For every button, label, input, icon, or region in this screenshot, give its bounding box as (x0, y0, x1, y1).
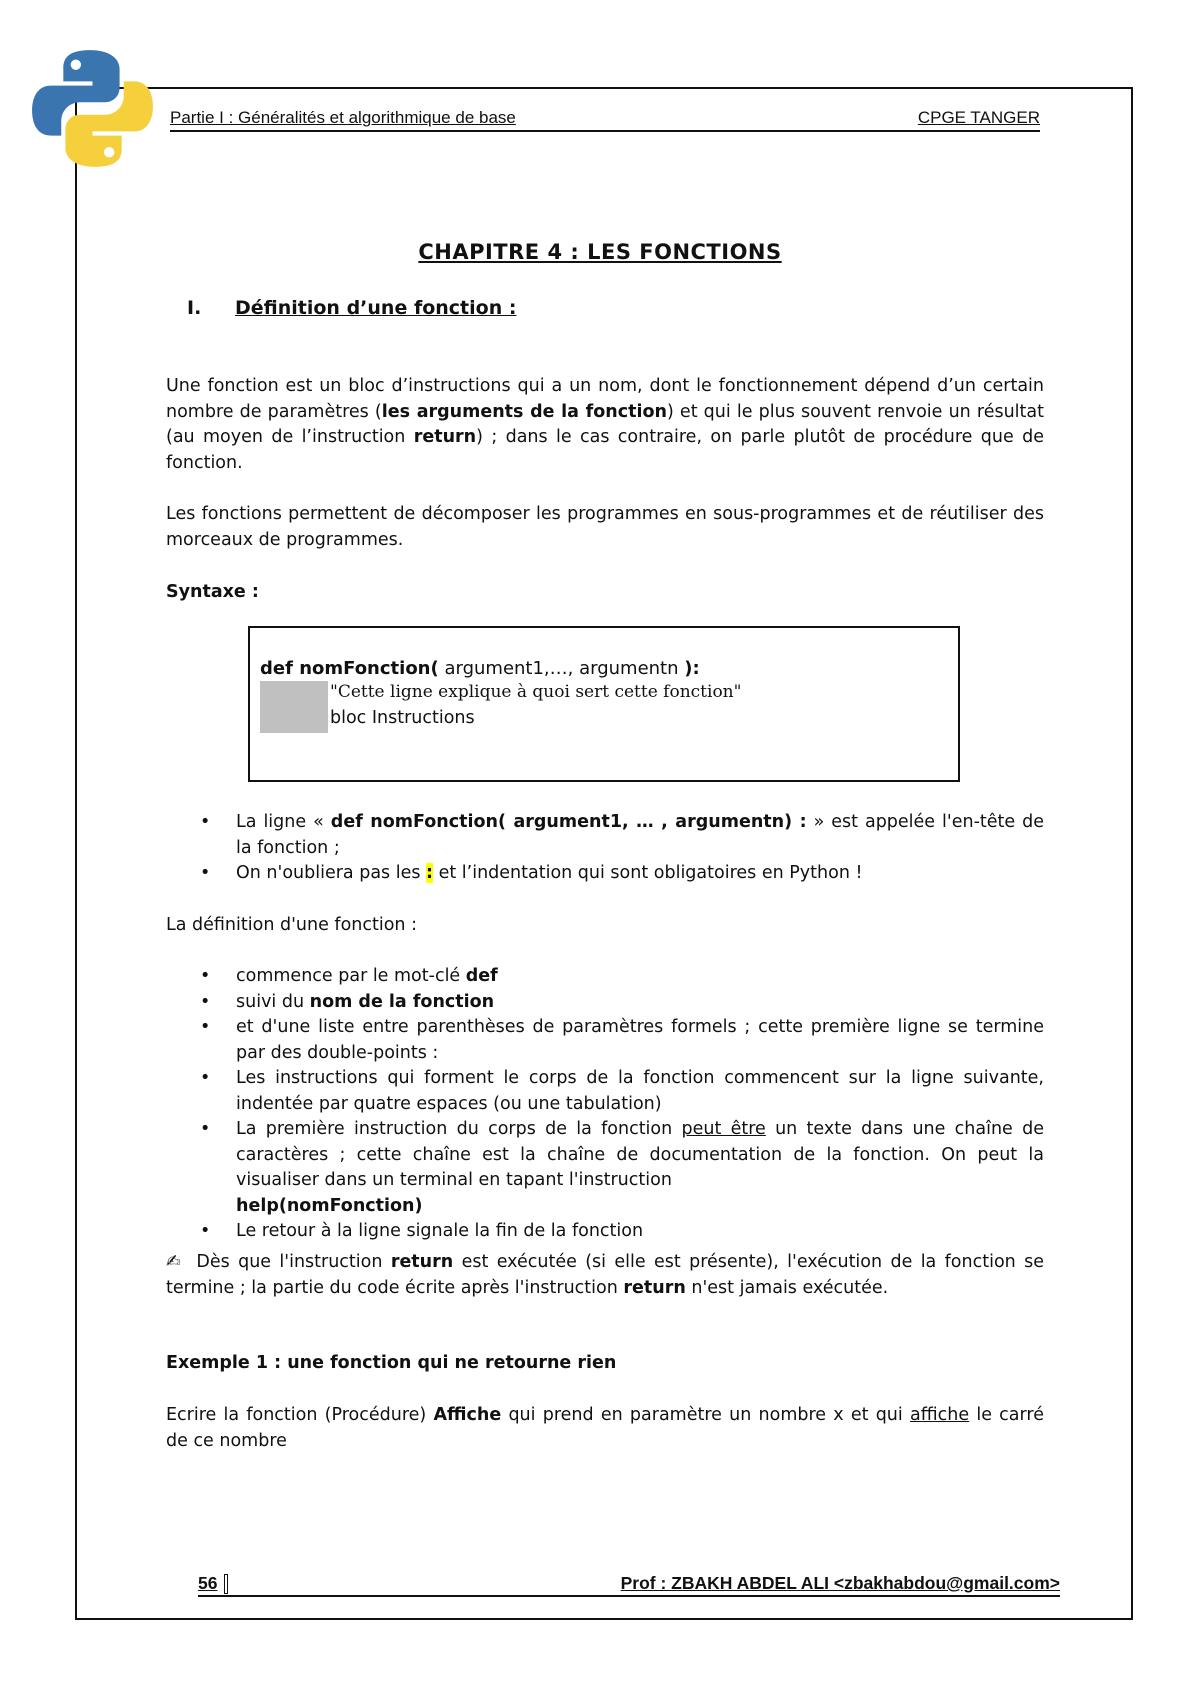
return-note: ✍ Dès que l'instruction return est exécutée (si elle est présente), l'exécution de la fonction se termine ; la partie du code écrite après l'instruction return n'est jamais exécutée. (166, 1252, 1044, 1298)
example-title: Exemple 1 : une fonction qui ne retourne rien (166, 1353, 617, 1373)
section-number: I. (187, 297, 202, 319)
syntax-def-keyword: def nomFonction( (260, 658, 439, 679)
writing-hand-icon: ✍ (166, 1252, 181, 1272)
section-heading (187, 297, 516, 319)
syntax-docstring: "Cette ligne explique à quoi sert cette fonction" (330, 682, 742, 702)
example-statement: Ecrire la fonction (Procédure) Affiche qui prend en paramètre un nombre x et qui affiche le carré de ce nombre (166, 1405, 1044, 1451)
python-logo-icon (30, 46, 155, 171)
definition-intro: La définition d'une fonction : (166, 915, 417, 935)
text-run: ) et qui le plus souvent renvoie un résultat (au moyen de l’instruction (166, 401, 1044, 447)
definition-list (166, 964, 1044, 1245)
indent-block (260, 681, 328, 733)
text-run-bold: return (413, 427, 477, 447)
text-run-bold: les arguments de la fonction (381, 401, 667, 422)
intro-paragraph-2: Les fonctions permettent de décomposer les programmes en sous-programmes et de réutiliser des morceaux de programmes. (166, 504, 1044, 550)
syntax-label: Syntaxe : (166, 582, 259, 602)
page-header (170, 108, 1040, 132)
page-number: 56 (198, 1573, 218, 1593)
header-notes-list (166, 810, 1044, 887)
list-item: • La première instruction du corps de la fonction peut être un texte dans une chaîne de caractères ; cette chaîne est la chaîne de documentation de la fonction. On peut la visualiser dans un terminal en tapant l'instruction help(nomFonction) (166, 1117, 1044, 1219)
list-item: • Le retour à la ligne signale la fin de la fonction (166, 1219, 1044, 1245)
intro-paragraph-1 (166, 374, 1044, 476)
syntax-box (248, 626, 960, 782)
header-part-title: Partie I : Généralités et algorithmique de base (170, 108, 516, 127)
section-title: Définition d’une fonction : (235, 297, 517, 319)
list-item: • et d'une liste entre parenthèses de paramètres formels ; cette première ligne se termine par des double-points : (166, 1015, 1044, 1066)
header-school: CPGE TANGER (917, 108, 1040, 127)
syntax-arguments: argument1,…, argumentn (438, 658, 685, 679)
text-run: ) ; dans le cas contraire, on parle plutôt de procédure que de fonction. (166, 427, 1044, 473)
syntax-body: bloc Instructions (330, 708, 475, 728)
list-item: • La ligne « def nomFonction( argument1, … , argumentn) : » est appelée l'en-tête de la fonction ; (166, 810, 1044, 861)
chapter-title: CHAPITRE 4 : LES FONCTIONS (418, 240, 782, 264)
list-item: • suivi du nom de la fonction (166, 990, 1044, 1016)
syntax-signature (260, 658, 700, 679)
list-item: • On n'oubliera pas les : et l’indentation qui sont obligatoires en Python ! (166, 861, 1044, 887)
page-number-divider (224, 1574, 228, 1594)
author-credit: Prof : ZBAKH ABDEL ALI <zbakhabdou@gmail.com> (620, 1573, 1060, 1593)
page-footer (198, 1573, 1060, 1597)
list-item: • commence par le mot-clé def (166, 964, 1044, 990)
syntax-close: ): (684, 658, 700, 679)
text-run: Une fonction est un bloc d’instructions qui a un nom, dont le fonctionnement dépend d’un certain nombre de paramètres ( (166, 376, 1044, 422)
list-item: • Les instructions qui forment le corps de la fonction commencent sur la ligne suivante, indentée par quatre espaces (ou une tabulation) (166, 1066, 1044, 1117)
